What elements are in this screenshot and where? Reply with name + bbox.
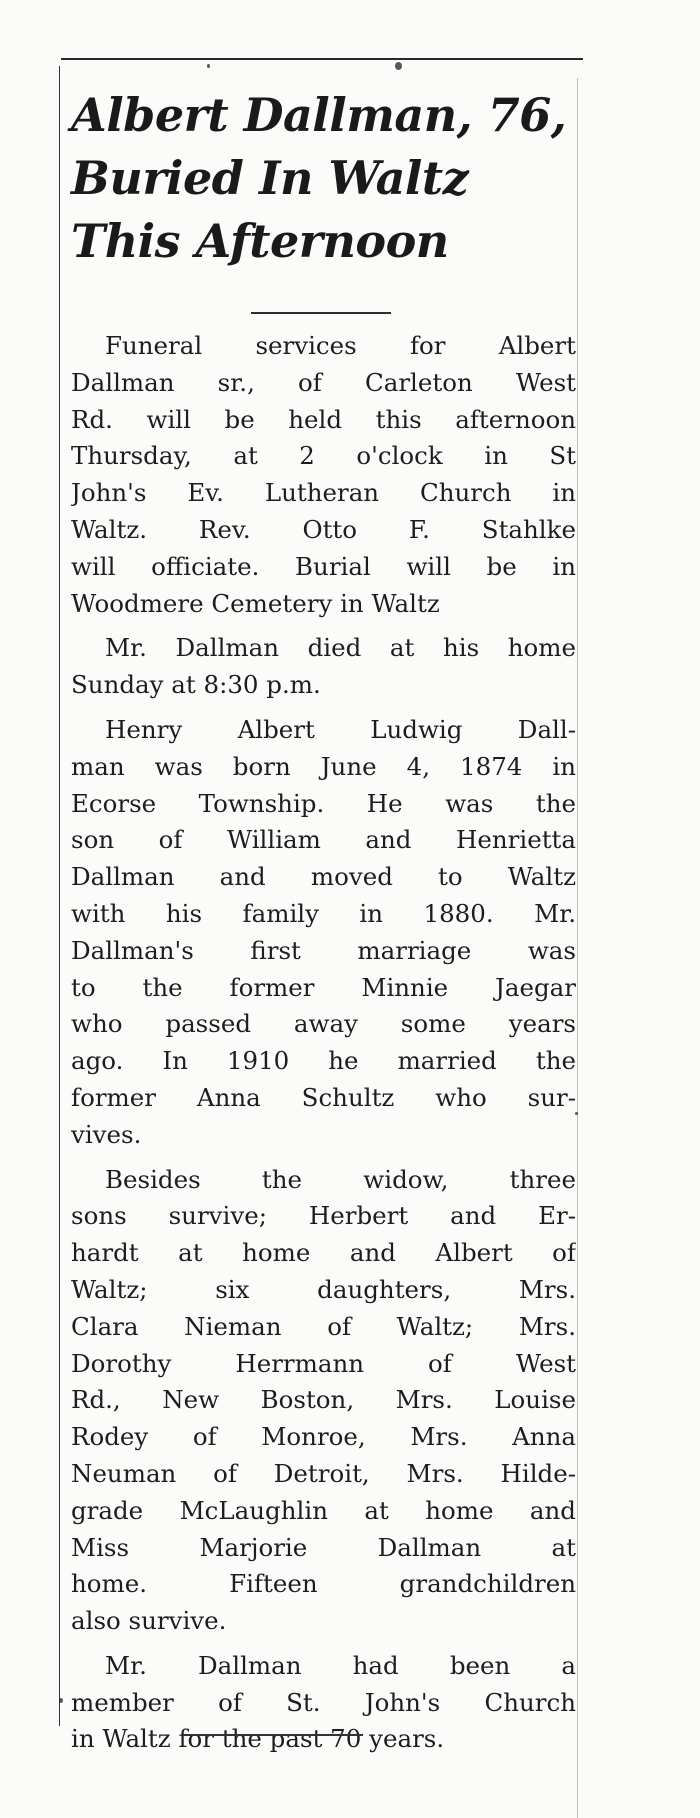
text-line: Miss Marjorie Dallman at (71, 1532, 576, 1562)
text-line: Rd. will be held this afternoon (71, 404, 576, 434)
article-paragraph (71, 712, 576, 1154)
print-speck (207, 64, 210, 68)
text-line: ago. In 1910 he married the (71, 1046, 576, 1076)
article-paragraph (71, 630, 576, 704)
text-line: John's Ev. Lutheran Church in (71, 478, 576, 508)
text-line: will officiate. Burial will be in (71, 551, 576, 581)
text-line: hardt at home and Albert of (71, 1238, 576, 1268)
text-line: son of William and Henrietta (71, 825, 576, 855)
text-line: Rd., New Boston, Mrs. Louise (71, 1385, 576, 1415)
text-line: Waltz; six daughters, Mrs. (71, 1274, 576, 1304)
text-line: Mr. Dallman had been a (105, 1650, 576, 1680)
headline-line-3: This Afternoon (71, 214, 449, 268)
text-line: member of St. John's Church (71, 1687, 576, 1717)
text-line: Waltz. Rev. Otto F. Stahlke (71, 514, 576, 544)
text-line: Besides the widow, three (105, 1164, 576, 1194)
text-line: Thursday, at 2 o'clock in St (71, 441, 576, 471)
text-line: former Anna Schultz who sur- (71, 1082, 576, 1112)
column-rule-top (61, 58, 583, 60)
text-line: Sunday at 8:30 p.m. (71, 670, 321, 700)
text-line: Dallman's first marriage was (71, 935, 576, 965)
headline-divider (251, 312, 391, 314)
text-line: Mr. Dallman died at his home (105, 633, 576, 663)
print-speck (59, 1698, 63, 1703)
end-rule (183, 1734, 363, 1736)
print-speck (395, 62, 402, 70)
text-line: Rodey of Monroe, Mrs. Anna (71, 1422, 576, 1452)
text-line: Dallman sr., of Carleton West (71, 367, 576, 397)
text-line: vives. (71, 1119, 142, 1149)
article-paragraph (71, 328, 576, 622)
text-line: in Waltz for the past 70 years. (71, 1724, 445, 1754)
headline-line-2: Buried In Waltz (71, 151, 469, 205)
text-line: Woodmere Cemetery in Waltz (71, 588, 440, 618)
column-rule-right (577, 78, 578, 1818)
text-line: who passed away some years (71, 1009, 576, 1039)
print-speck (575, 1112, 578, 1115)
text-line: with his family in 1880. Mr. (71, 898, 576, 928)
text-line: Dallman and moved to Waltz (71, 862, 576, 892)
text-line: sons survive; Herbert and Er- (71, 1201, 576, 1231)
text-line: Neuman of Detroit, Mrs. Hilde- (71, 1458, 576, 1488)
article-body (71, 328, 576, 1766)
text-line: Henry Albert Ludwig Dall- (105, 714, 576, 744)
newspaper-clipping (55, 58, 585, 1754)
text-line: home. Fifteen grandchildren (71, 1569, 576, 1599)
column-rule-left (59, 66, 60, 1726)
text-line: grade McLaughlin at home and (71, 1495, 576, 1525)
text-line: Clara Nieman of Waltz; Mrs. (71, 1311, 576, 1341)
headline (71, 84, 571, 273)
text-line: to the former Minnie Jaegar (71, 972, 576, 1002)
article-paragraph (71, 1648, 576, 1758)
text-line: man was born June 4, 1874 in (71, 751, 576, 781)
text-line: Ecorse Township. He was the (71, 788, 576, 818)
article-paragraph (71, 1162, 576, 1640)
headline-line-1: Albert Dallman, 76, (71, 88, 567, 142)
text-line: also survive. (71, 1606, 227, 1636)
text-line: Funeral services for Albert (105, 331, 576, 360)
text-line: Dorothy Herrmann of West (71, 1348, 576, 1378)
